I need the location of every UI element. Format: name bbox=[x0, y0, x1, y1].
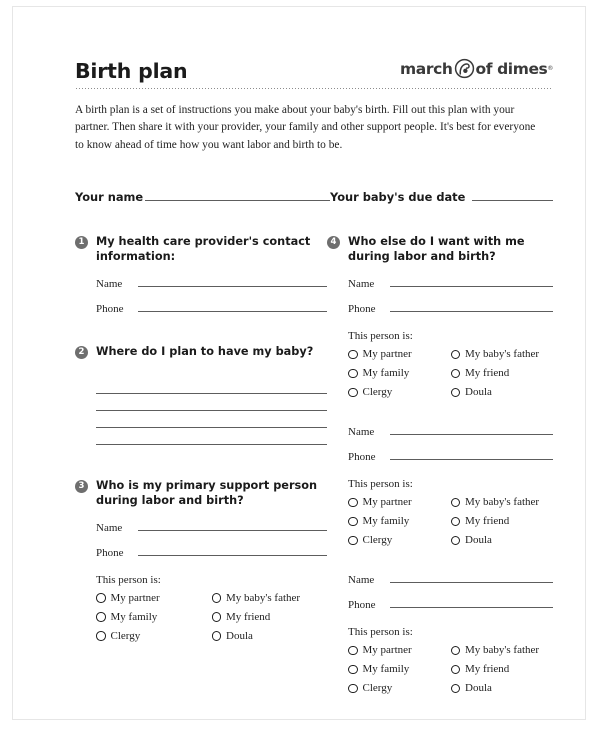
radio-icon[interactable] bbox=[451, 684, 461, 694]
phone-input[interactable] bbox=[390, 302, 553, 312]
question-3 bbox=[75, 479, 327, 509]
logo-text-march: march bbox=[400, 59, 453, 78]
name-input[interactable] bbox=[390, 425, 553, 435]
intro-paragraph: A birth plan is a set of instructions you make about your baby's birth. Fill out this plan with your partner. Then share it with your provider, your family and other support people. It's best for everyone to know ahead of time how you want labor and birth to be. bbox=[75, 104, 536, 151]
mother-and-baby-icon bbox=[454, 58, 475, 79]
phone-input[interactable] bbox=[390, 598, 553, 608]
due-date-field[interactable] bbox=[330, 190, 553, 204]
person-options-group bbox=[348, 494, 553, 549]
question-4-person-block-2 bbox=[348, 425, 553, 549]
radio-icon[interactable] bbox=[212, 593, 222, 603]
option-label: My partner bbox=[362, 644, 412, 657]
question-2-answer-lines bbox=[96, 377, 327, 445]
radio-icon[interactable] bbox=[348, 517, 358, 527]
radio-icon[interactable] bbox=[451, 536, 461, 546]
document-header bbox=[75, 39, 553, 81]
option-my-family[interactable] bbox=[348, 365, 451, 382]
radio-icon[interactable] bbox=[348, 646, 358, 656]
option-my-friend[interactable] bbox=[451, 513, 554, 530]
your-name-label: Your name bbox=[75, 189, 144, 204]
page-title: Birth plan bbox=[75, 58, 188, 83]
radio-icon[interactable] bbox=[212, 612, 222, 622]
form-columns bbox=[75, 235, 553, 697]
phone-label: Phone bbox=[348, 450, 376, 463]
your-name-input[interactable] bbox=[145, 190, 330, 201]
option-label: My baby's father bbox=[465, 644, 540, 657]
this-person-is-label: This person is: bbox=[348, 477, 413, 490]
radio-icon[interactable] bbox=[451, 517, 461, 527]
person-options-group bbox=[348, 346, 553, 401]
page-content bbox=[75, 39, 553, 697]
option-label: My family bbox=[362, 514, 410, 527]
option-label: Doula bbox=[465, 534, 492, 547]
answer-line[interactable] bbox=[96, 428, 327, 445]
option-my-partner[interactable] bbox=[348, 494, 451, 511]
radio-icon[interactable] bbox=[348, 350, 358, 360]
option-label: Doula bbox=[465, 682, 492, 695]
name-field[interactable] bbox=[348, 425, 553, 438]
option-my-partner[interactable] bbox=[348, 642, 451, 659]
name-input[interactable] bbox=[390, 573, 553, 583]
this-person-is-label: This person is: bbox=[348, 626, 413, 639]
option-my-friend[interactable] bbox=[451, 365, 554, 382]
name-input[interactable] bbox=[138, 277, 327, 287]
question-1-number: 1 bbox=[75, 236, 88, 249]
phone-field[interactable] bbox=[96, 302, 327, 315]
document-page bbox=[12, 6, 586, 720]
option-my-partner[interactable] bbox=[96, 590, 212, 607]
radio-icon[interactable] bbox=[96, 631, 106, 641]
question-4-text: Who else do I want with me during labor and birth? bbox=[348, 234, 525, 263]
name-label: Name bbox=[96, 277, 123, 290]
radio-icon[interactable] bbox=[348, 684, 358, 694]
question-3-text: Who is my primary support person during labor and birth? bbox=[96, 478, 318, 507]
phone-field[interactable] bbox=[348, 598, 553, 611]
answer-line[interactable] bbox=[96, 411, 327, 428]
question-3-fields bbox=[96, 521, 327, 645]
option-label: Doula bbox=[465, 385, 492, 398]
option-label: Clergy bbox=[362, 534, 393, 547]
option-doula[interactable] bbox=[451, 680, 554, 697]
radio-icon[interactable] bbox=[451, 388, 461, 398]
phone-input[interactable] bbox=[138, 546, 327, 556]
option-my-babys-father[interactable] bbox=[212, 590, 328, 607]
option-label: My family bbox=[362, 663, 410, 676]
left-column bbox=[75, 235, 327, 697]
question-1 bbox=[75, 235, 327, 265]
header-divider bbox=[75, 88, 553, 89]
option-label: My friend bbox=[465, 366, 510, 379]
radio-icon[interactable] bbox=[212, 631, 222, 641]
registered-trademark-icon: ® bbox=[547, 65, 553, 72]
option-my-family[interactable] bbox=[96, 609, 212, 626]
option-label: My baby's father bbox=[226, 591, 301, 604]
name-input[interactable] bbox=[138, 521, 327, 531]
name-label: Name bbox=[348, 574, 375, 587]
question-4-number: 4 bbox=[327, 236, 340, 249]
radio-icon[interactable] bbox=[451, 665, 461, 675]
question-4-person-block-3 bbox=[348, 573, 553, 697]
option-label: My friend bbox=[465, 663, 510, 676]
option-clergy[interactable] bbox=[348, 384, 451, 401]
person-options-group bbox=[96, 590, 327, 645]
option-label: My partner bbox=[362, 495, 412, 508]
option-clergy[interactable] bbox=[348, 532, 451, 549]
radio-icon[interactable] bbox=[451, 369, 461, 379]
name-label: Name bbox=[348, 425, 375, 438]
radio-icon[interactable] bbox=[451, 498, 461, 508]
option-doula[interactable] bbox=[451, 384, 554, 401]
this-person-is-label: This person is: bbox=[348, 329, 413, 342]
question-2-text: Where do I plan to have my baby? bbox=[96, 344, 314, 358]
option-label: My partner bbox=[362, 347, 412, 360]
name-field[interactable] bbox=[96, 277, 327, 290]
phone-label: Phone bbox=[96, 302, 124, 315]
radio-icon[interactable] bbox=[348, 388, 358, 398]
radio-icon[interactable] bbox=[348, 498, 358, 508]
option-label: Clergy bbox=[362, 385, 393, 398]
due-date-label: Your baby's due date bbox=[330, 189, 466, 204]
march-of-dimes-logo bbox=[400, 58, 553, 81]
name-label: Name bbox=[348, 277, 375, 290]
phone-label: Phone bbox=[348, 599, 376, 612]
your-name-field[interactable] bbox=[75, 190, 330, 204]
radio-icon[interactable] bbox=[348, 665, 358, 675]
question-2-number: 2 bbox=[75, 346, 88, 359]
name-input[interactable] bbox=[390, 277, 553, 287]
option-my-family[interactable] bbox=[348, 513, 451, 530]
question-4-person-block-1 bbox=[348, 277, 553, 401]
phone-field[interactable] bbox=[348, 450, 553, 463]
question-4 bbox=[327, 235, 553, 265]
radio-icon[interactable] bbox=[451, 646, 461, 656]
option-label: My baby's father bbox=[465, 347, 540, 360]
answer-line[interactable] bbox=[96, 394, 327, 411]
option-my-friend[interactable] bbox=[212, 609, 328, 626]
phone-input[interactable] bbox=[138, 302, 327, 312]
name-field[interactable] bbox=[96, 521, 327, 534]
phone-field[interactable] bbox=[96, 546, 327, 559]
option-label: My baby's father bbox=[465, 495, 540, 508]
name-label: Name bbox=[96, 521, 123, 534]
question-1-text: My health care provider's contact information: bbox=[96, 234, 311, 263]
option-label: Clergy bbox=[362, 682, 393, 695]
option-label: My friend bbox=[226, 610, 271, 623]
radio-icon[interactable] bbox=[96, 593, 106, 603]
radio-icon[interactable] bbox=[348, 536, 358, 546]
phone-label: Phone bbox=[348, 302, 376, 315]
due-date-input[interactable] bbox=[472, 190, 553, 201]
option-my-partner[interactable] bbox=[348, 346, 451, 363]
this-person-is-label: This person is: bbox=[96, 573, 161, 586]
option-doula[interactable] bbox=[451, 532, 554, 549]
option-label: Clergy bbox=[110, 629, 141, 642]
question-2 bbox=[75, 345, 327, 360]
option-my-babys-father[interactable] bbox=[451, 642, 554, 659]
option-my-babys-father[interactable] bbox=[451, 494, 554, 511]
option-clergy[interactable] bbox=[348, 680, 451, 697]
option-label: My partner bbox=[110, 591, 160, 604]
option-my-friend[interactable] bbox=[451, 661, 554, 678]
question-3-number: 3 bbox=[75, 480, 88, 493]
option-my-family[interactable] bbox=[348, 661, 451, 678]
option-label: My friend bbox=[465, 514, 510, 527]
option-my-babys-father[interactable] bbox=[451, 346, 554, 363]
option-label: My family bbox=[110, 610, 158, 623]
right-column bbox=[327, 235, 553, 697]
name-field[interactable] bbox=[348, 573, 553, 586]
option-doula[interactable] bbox=[212, 628, 328, 645]
top-fields-row bbox=[75, 190, 553, 204]
phone-label: Phone bbox=[96, 546, 124, 559]
radio-icon[interactable] bbox=[451, 350, 461, 360]
option-label: My family bbox=[362, 366, 410, 379]
person-options-group bbox=[348, 642, 553, 697]
answer-line[interactable] bbox=[96, 377, 327, 394]
question-1-fields bbox=[96, 277, 327, 315]
phone-field[interactable] bbox=[348, 302, 553, 315]
logo-text-of-dimes: of dimes bbox=[475, 59, 548, 78]
radio-icon[interactable] bbox=[348, 369, 358, 379]
radio-icon[interactable] bbox=[96, 612, 106, 622]
option-clergy[interactable] bbox=[96, 628, 212, 645]
name-field[interactable] bbox=[348, 277, 553, 290]
phone-input[interactable] bbox=[390, 450, 553, 460]
option-label: Doula bbox=[226, 629, 253, 642]
